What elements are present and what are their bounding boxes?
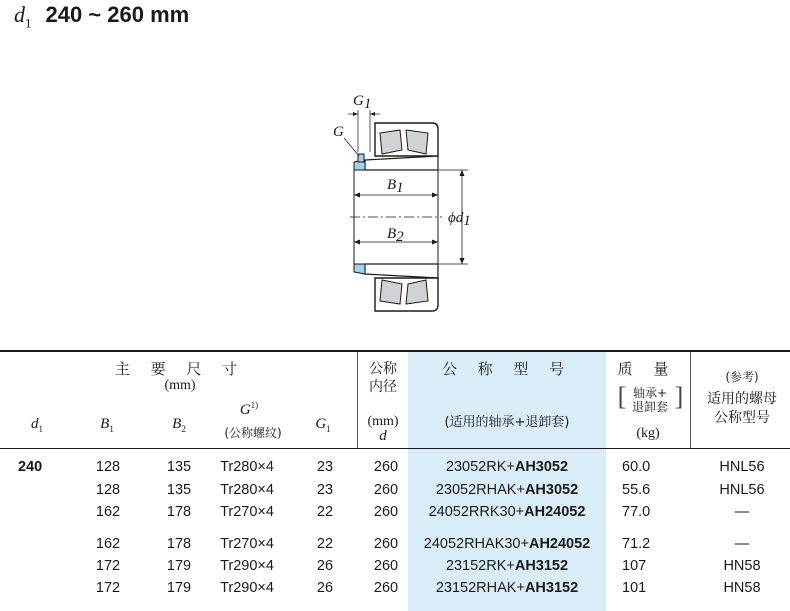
cell-g1: 23 [316,459,334,475]
mass-note-2: 退卸套 [631,400,668,414]
header-bottom-rule [0,448,790,449]
cell-mass: 107 [622,558,647,574]
column-divider [690,352,691,448]
bearing-sleeve-diagram [320,88,490,328]
cell-designation: 23052RK+AH3052 [445,459,569,475]
cell-g1: 22 [316,504,334,520]
cell-b2: 178 [166,536,192,552]
dimension-table [0,350,790,611]
column-divider [357,352,358,448]
cell-designation: 23152RHAK+AH3152 [435,580,579,596]
cell-nut: HN58 [723,558,761,574]
cell-g: Tr280×4 [220,482,274,498]
title-range: 240 ~ 260 mm [45,2,190,27]
col-d1-header: $d_1$ [31,416,43,434]
bore-header-line2: 内径 [369,379,397,395]
cell-b2: 135 [166,459,192,475]
col-g-note: (公称螺纹) [224,426,282,440]
cell-g1: 26 [316,580,334,596]
cell-g: Tr270×4 [220,504,274,520]
designation-note: (适用的轴承+退卸套) [444,415,570,430]
designation-header: 公 称 型 号 [441,360,573,378]
cell-d: 260 [373,580,399,596]
col-b2-header: $B_2$ [172,416,186,434]
page-title [14,2,189,32]
cell-g1: 26 [316,558,334,574]
cell-mass: 55.6 [622,482,651,498]
cell-b2: 179 [166,558,192,574]
cell-nut: — [734,504,750,520]
cell-nut: HNL56 [719,459,765,475]
b1-label: B1 [387,177,404,196]
b2-label: B2 [387,226,404,245]
cell-g: Tr270×4 [220,536,274,552]
mass-header: 质 量 [617,360,677,378]
cell-b2: 178 [166,504,192,520]
cell-g: Tr290×4 [220,558,274,574]
cell-d: 260 [373,459,399,475]
cell-b2: 179 [166,580,192,596]
col-g-header: $G^{1)}$ [239,400,259,418]
d1-label: ϕd1 [448,210,471,229]
cell-mass: 101 [622,580,647,596]
cell-b1: 128 [95,459,121,475]
cell-nut: HN58 [723,580,761,596]
nut-header-line2: 公称型号 [714,410,770,426]
cell-b2: 135 [166,482,192,498]
cell-d: 260 [373,536,399,552]
cell-mass: 77.0 [622,504,651,520]
cell-d1: 240 [18,459,43,475]
col-b1-header: $B_1$ [100,416,114,434]
bore-header-line1: 公称 [369,361,397,377]
mass-note-bracket-left: [ [617,382,627,411]
g1-label: G1 [353,93,372,112]
g-label: G [333,124,344,140]
bore-unit: (mm) [367,414,399,429]
mm-unit: (mm) [164,378,196,393]
cell-b1: 162 [95,536,121,552]
mass-unit: (kg) [636,426,660,441]
cell-b1: 172 [95,580,121,596]
cell-b1: 128 [95,482,121,498]
cell-g1: 23 [316,482,334,498]
cell-d: 260 [373,482,399,498]
table-top-rule [0,350,790,352]
bore-symbol: d [379,428,387,444]
col-g1-header: $G_1$ [315,416,331,434]
cell-d: 260 [373,558,399,574]
mass-note-1: 轴承+ [632,386,668,400]
cell-g: Tr290×4 [220,580,274,596]
cell-mass: 60.0 [622,459,651,475]
cell-nut: HNL56 [719,482,765,498]
cell-designation: 23152RK+AH3152 [445,558,569,574]
cell-designation: 24052RHAK30+AH24052 [423,536,591,552]
reference-note: (参考) [725,370,759,384]
cell-designation: 24052RRK30+AH24052 [428,504,586,520]
mass-note-bracket-right: ] [674,382,684,411]
cell-b1: 162 [95,504,121,520]
cell-d: 260 [373,504,399,520]
nut-header-line1: 适用的螺母 [707,391,777,407]
cell-g: Tr280×4 [220,459,274,475]
cell-designation: 23052RHAK+AH3052 [435,482,579,498]
cell-b1: 172 [95,558,121,574]
title-symbol: $d_1$ [14,2,32,31]
main-dimensions-header: 主 要 尺 寸 [114,360,246,378]
cell-g1: 22 [316,536,334,552]
cell-nut: — [734,536,750,552]
cell-mass: 71.2 [622,536,651,552]
